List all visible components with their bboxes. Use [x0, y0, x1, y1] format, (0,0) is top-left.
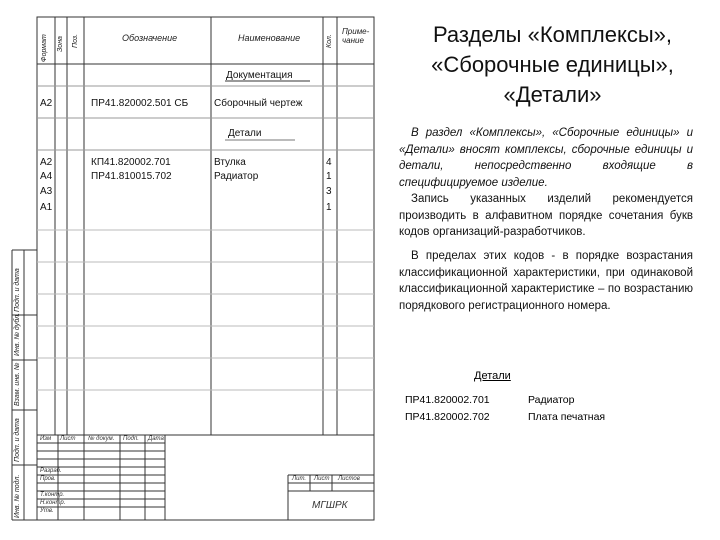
slide-title-line-1: Разделы «Комплексы», — [432, 22, 673, 47]
detail-row-2-name: Радиатор — [214, 171, 259, 182]
detail-row-1-designation: КП41.820002.701 — [91, 157, 171, 168]
example-heading: Детали — [474, 370, 511, 382]
paragraph-2: Запись указанных изделий рекомендуется производить в алфавитном порядке сочетания букв кодов организаций-разработчиков. — [399, 193, 693, 238]
stamp-role-approved: Утв. — [40, 508, 54, 514]
header-note: Приме-чание — [342, 27, 370, 45]
header-qty: Кол. — [326, 34, 333, 48]
slide-title-line-2: «Сборочные единицы», — [431, 52, 674, 77]
detail-row-2-qty: 1 — [326, 171, 332, 182]
doc-name: Сборочный чертеж — [214, 98, 303, 109]
side-label-dup-inv: Инв. № дубл. — [14, 312, 21, 356]
doc-format: А2 — [40, 98, 53, 109]
header-designation: Обозначение — [122, 33, 178, 43]
stamp-sheet: Лист — [314, 476, 330, 482]
stamp-col-change: Изм — [40, 436, 52, 442]
detail-row-1-format: А2 — [40, 157, 53, 168]
paragraph-3: В пределах этих кодов - в порядке возрастания классификационной характеристики, при одинаковой классификационной характеристике – по возрастанию порядкового регистрационного номера. — [399, 250, 693, 312]
side-label-sign-date-1: Подп. и дата — [14, 268, 21, 312]
stamp-role-developer: Разраб. — [40, 468, 62, 474]
stamp-role-ncontrol: Н.контр. — [40, 500, 66, 506]
section-documentation: Документация — [226, 70, 293, 81]
stamp-organization: МГШРК — [312, 500, 348, 511]
stamp-col-sign: Подп. — [123, 436, 139, 442]
detail-row-3-format: А3 — [40, 186, 53, 197]
detail-row-1-qty: 4 — [326, 157, 332, 168]
side-label-orig-inv: Инв. № подл. — [14, 474, 21, 518]
example-row-2-code: ПР41.820002.702 — [405, 411, 490, 423]
detail-row-4-qty: 1 — [326, 202, 332, 213]
example-row-1-code: ПР41.820002.701 — [405, 394, 490, 406]
detail-row-3-qty: 3 — [326, 186, 332, 197]
slide-title-line-3: «Детали» — [503, 82, 602, 107]
stamp-col-docnum: № докум. — [88, 436, 115, 442]
header-name: Наименование — [238, 33, 301, 43]
section-details: Детали — [228, 128, 262, 139]
detail-row-2-format: А4 — [40, 171, 53, 182]
header-pos: Поз. — [72, 33, 79, 48]
stamp-sheets: Листов — [338, 476, 360, 482]
detail-row-4-format: А1 — [40, 202, 53, 213]
side-label-sign-date-2: Подп. и дата — [14, 418, 21, 462]
example-row-1-name: Радиатор — [528, 394, 575, 406]
paragraph-1: В раздел «Комплексы», «Сборочные единицы» и «Детали» вносят комплексы, сборочные единицы и детали, непосредственно входящие в специфицируемое изделие. — [399, 127, 693, 189]
detail-row-2-designation: ПР41.810015.702 — [91, 171, 172, 182]
doc-designation: ПР41.820002.501 СБ — [91, 98, 189, 109]
header-zone: Зона — [57, 36, 64, 52]
stamp-col-sheet: Лист — [60, 436, 76, 442]
stamp-role-tcontrol: Т.контр. — [40, 492, 65, 498]
example-row-2-name: Плата печатная — [528, 411, 606, 423]
detail-row-1-name: Втулка — [214, 157, 246, 168]
stamp-role-checker: Пров. — [40, 476, 56, 482]
stamp-lit: Лит. — [292, 476, 307, 482]
side-label-replace-inv: Взам. инв. № — [14, 362, 21, 406]
stamp-col-date: Дата — [148, 436, 164, 442]
header-format: Формат — [41, 34, 48, 62]
slide-title — [395, 20, 710, 110]
